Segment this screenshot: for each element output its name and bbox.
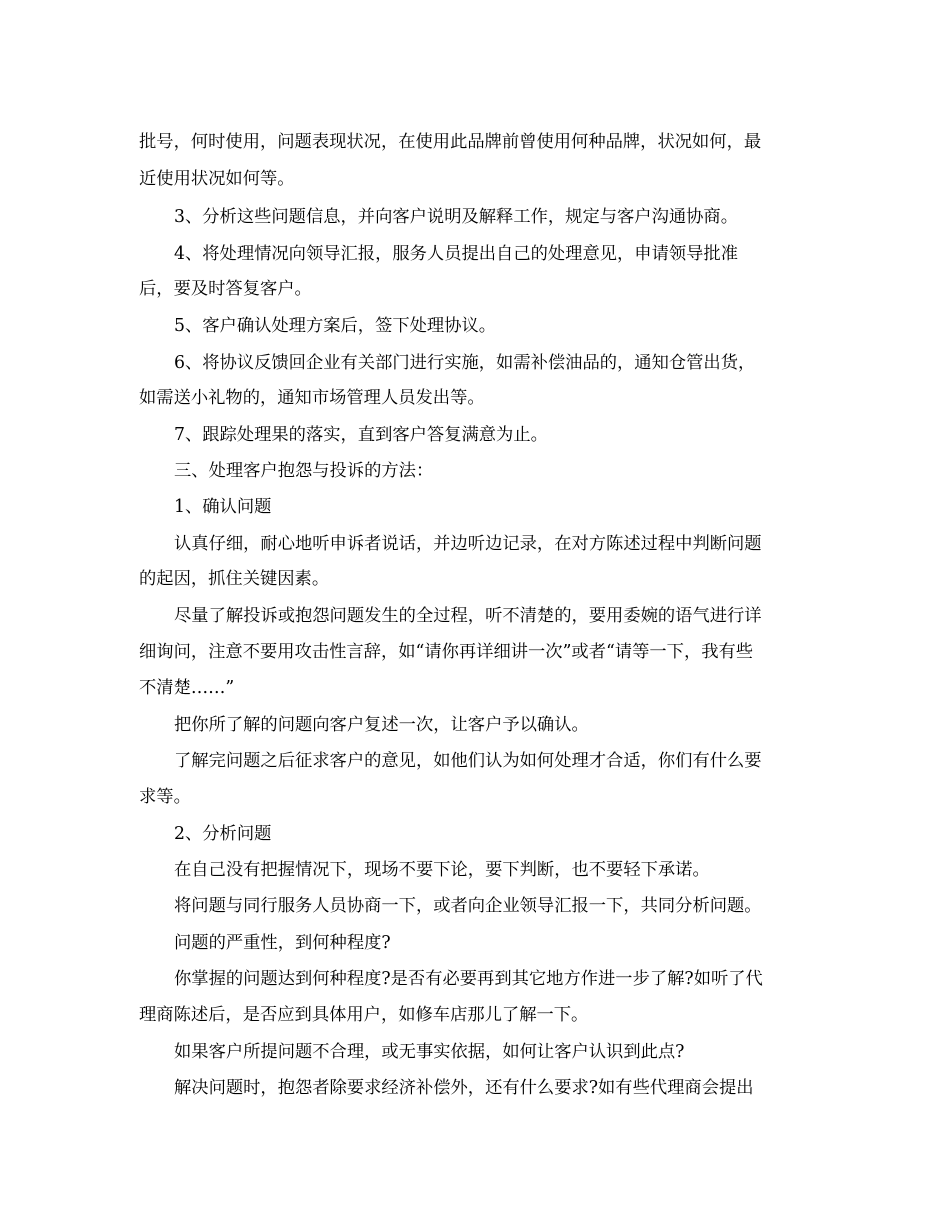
text-line: 3、分析这些问题信息，并向客户说明及解释工作，规定与客户沟通协商。	[174, 207, 738, 227]
subsection-heading: 1、确认问题	[174, 497, 272, 517]
text-line: 如果客户所提问题不合理，或无事实依据，如何让客户认识到此点?	[174, 1042, 685, 1062]
text-line: 将问题与同行服务人员协商一下，或者向企业领导汇报一下，共同分析问题。	[174, 896, 762, 916]
text-line: 4、将处理情况向领导汇报，服务人员提出自己的处理意见，申请领导批准	[174, 244, 738, 264]
text-line: 7、跟踪处理果的落实，直到客户答复满意为止。	[174, 425, 548, 445]
text-line: 认真仔细，耐心地听申诉者说话，并边听边记录，在对方陈述过程中判断问题	[174, 534, 762, 554]
section-heading: 三、处理客户抱怨与投诉的方法：	[174, 461, 434, 481]
text-line: 求等。	[139, 787, 191, 807]
text-line: 后，要及时答复客户。	[139, 279, 312, 299]
text-line: 细询问，注意不要用攻击性言辞，如“请你再详细讲一次”或者“请等一下，我有些	[139, 642, 754, 662]
text-line: 6、将协议反馈回企业有关部门进行实施，如需补偿油品的，通知仓管出货，	[174, 353, 756, 373]
text-line: 的起因，抓住关键因素。	[139, 569, 330, 589]
text-line: 解决问题时，抱怨者除要求经济补偿外，还有什么要求?如有些代理商会提出	[174, 1078, 754, 1098]
text-line: 把你所了解的问题向客户复述一次，让客户予以确认。	[174, 715, 589, 735]
text-line: 你掌握的问题达到何种程度?是否有必要再到其它地方作进一步了解?如听了代	[174, 969, 763, 989]
subsection-heading: 2、分析问题	[174, 824, 272, 844]
text-line: 批号，何时使用，问题表现状况，在使用此品牌前曾使用何种品牌，状况如何，最	[139, 132, 762, 152]
text-line: 了解完问题之后征求客户的意见，如他们认为如何处理才合适，你们有什么要	[174, 751, 762, 771]
text-line: 如需送小礼物的，通知市场管理人员发出等。	[139, 388, 485, 408]
text-line: 尽量了解投诉或抱怨问题发生的全过程，听不清楚的，要用委婉的语气进行详	[174, 606, 762, 626]
text-line: 近使用状况如何等。	[139, 169, 295, 189]
text-line: 不清楚……”	[139, 678, 235, 698]
text-line: 在自己没有把握情况下，现场不要下论，要下判断，也不要轻下承诺。	[174, 860, 710, 880]
text-line: 5、客户确认处理方案后，签下处理协议。	[174, 316, 497, 336]
text-line: 问题的严重性，到何种程度?	[174, 933, 391, 953]
text-line: 理商陈述后，是否应到具体用户，如修车店那儿了解一下。	[139, 1005, 589, 1025]
